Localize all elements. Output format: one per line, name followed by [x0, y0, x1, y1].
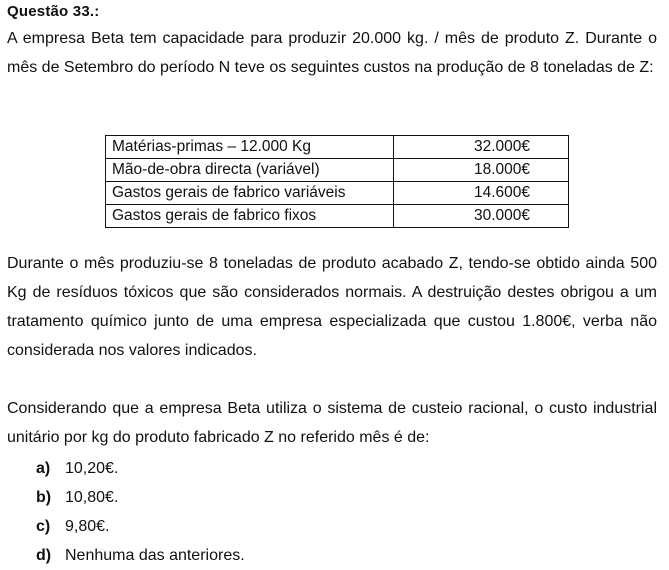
answer-option-d[interactable]	[36, 541, 245, 570]
cost-value: 14.600€	[394, 182, 569, 205]
cost-value: 32.000€	[394, 136, 569, 159]
answer-option-a[interactable]	[36, 454, 245, 483]
option-letter: d)	[36, 547, 52, 564]
cost-value: 18.000€	[394, 159, 569, 182]
option-letter: a)	[36, 460, 51, 477]
cost-row	[106, 205, 569, 228]
cost-item: Gastos gerais de fabrico variáveis	[106, 182, 394, 205]
cost-row	[106, 182, 569, 205]
option-letter: c)	[36, 518, 51, 535]
cost-item: Mão-de-obra directa (variável)	[106, 159, 394, 182]
question-intro: A empresa Beta tem capacidade para produzir 20.000 kg. / mês de produto Z. Durante o mês de Setembro do período N teve os seguintes custos na produção de 8 toneladas de Z:	[7, 30, 657, 76]
cost-item: Matérias-primas – 12.000 Kg	[106, 136, 394, 159]
cost-row	[106, 159, 569, 182]
cost-row	[106, 136, 569, 159]
option-letter: b)	[36, 489, 52, 506]
answer-options	[36, 454, 245, 570]
option-text: 9,80€.	[65, 518, 110, 535]
option-text: 10,80€.	[65, 489, 119, 506]
question-title: Questão 33.:	[7, 3, 100, 20]
question-paragraph-3: Considerando que a empresa Beta utiliza o sistema de custeio racional, o custo industrial unitário por kg do produto fabricado Z no referido mês é de:	[7, 400, 657, 446]
cost-item: Gastos gerais de fabrico fixos	[106, 205, 394, 228]
answer-option-b[interactable]	[36, 483, 245, 512]
option-text: Nenhuma das anteriores.	[65, 547, 245, 564]
option-text: 10,20€.	[65, 460, 119, 477]
cost-table	[105, 135, 569, 228]
question-paragraph-2: Durante o mês produziu-se 8 toneladas de produto acabado Z, tendo-se obtido ainda 500 Kg de resíduos tóxicos que são considerados normais. A destruição destes obrigou a um tratamento químico junto de uma empresa especializada que custou 1.800€, verba não considerada nos valores indicados.	[7, 255, 657, 359]
cost-value: 30.000€	[394, 205, 569, 228]
answer-option-c[interactable]	[36, 512, 245, 541]
